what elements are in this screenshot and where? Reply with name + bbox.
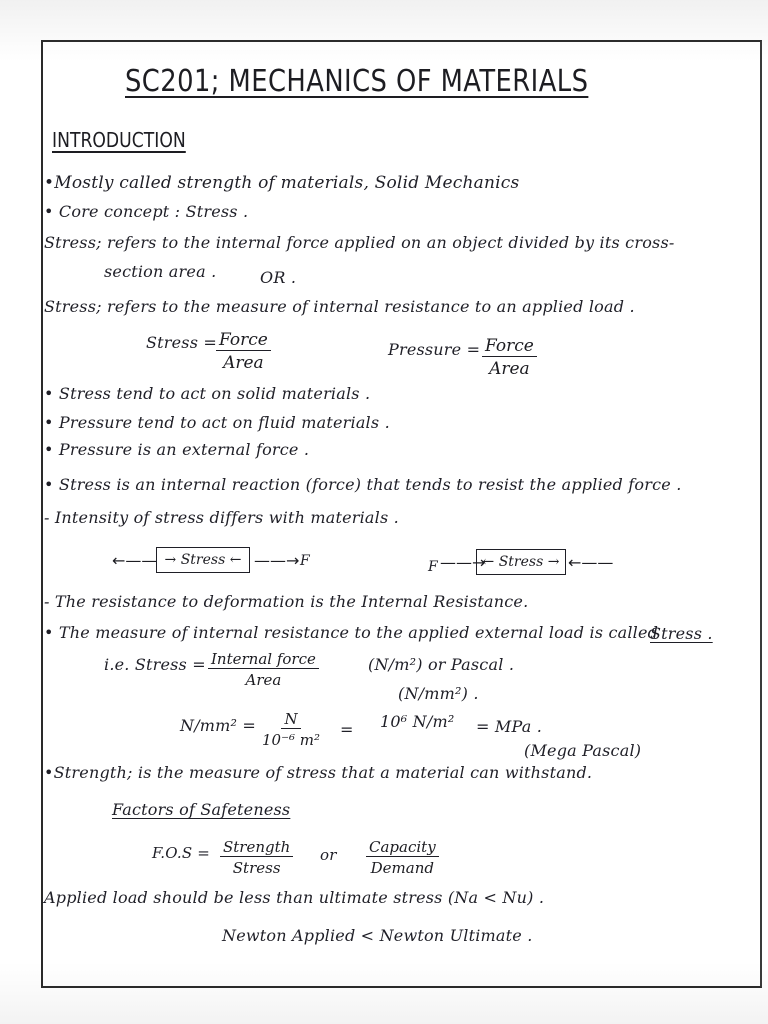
- units-line: (N/mm²) .: [398, 684, 479, 703]
- pressure-formula-label: Pressure =: [388, 340, 481, 359]
- mpa-label: = MPa .: [476, 717, 543, 736]
- note-line: •Mostly called strength of materials, Solid Mechanics: [44, 173, 520, 193]
- stress-definition-label: i.e. Stress =: [104, 655, 206, 674]
- fraction-numerator: Strength: [220, 838, 293, 857]
- internal-force-fraction: [208, 650, 319, 689]
- stress-fraction: [216, 330, 271, 373]
- stress-box-compression: → Stress ←: [156, 547, 250, 573]
- force-label: F: [428, 559, 438, 575]
- note-line: Stress; refers to the internal force applied on an object divided by its cross-: [44, 233, 675, 252]
- force-label: F: [300, 553, 310, 569]
- stress-formula-label: Stress =: [146, 333, 218, 352]
- fos-heading: Factors of Safeteness: [112, 800, 291, 819]
- note-line: OR .: [260, 268, 297, 287]
- fraction-denominator: Area: [489, 359, 530, 379]
- fraction-denominator: Demand: [370, 859, 434, 877]
- fraction-denominator: Area: [245, 671, 282, 689]
- fraction-numerator: Force: [216, 330, 271, 351]
- fraction-denominator: Stress: [232, 859, 281, 877]
- note-line: Stress; refers to the measure of internal resistance to an applied load .: [44, 297, 635, 316]
- fraction-numerator: Capacity: [366, 838, 439, 857]
- pressure-fraction: [482, 336, 537, 379]
- right-arrow: ——→: [440, 553, 486, 572]
- note-line: •Strength; is the measure of stress that a material can withstand.: [44, 763, 593, 782]
- left-arrow: ←——: [568, 553, 614, 572]
- page-title: SC201; MECHANICS OF MATERIALS: [125, 64, 589, 99]
- note-line: - The resistance to deformation is the Internal Resistance.: [44, 592, 529, 611]
- fraction-numerator: Internal force: [208, 650, 319, 669]
- fraction-numerator: N: [281, 710, 300, 729]
- capacity-fraction: [366, 838, 439, 877]
- bullet-item: • Stress is an internal reaction (force) that tends to resist the applied force .: [44, 475, 682, 494]
- fos-or: or: [320, 846, 337, 864]
- bullet-item: - Intensity of stress differs with materials .: [44, 508, 399, 527]
- note-line: section area .: [104, 262, 217, 281]
- note-line: Applied load should be less than ultimate stress (Na < Nu) .: [44, 888, 545, 907]
- conversion-right: 10⁶ N/m²: [380, 712, 455, 731]
- mega-pascal-note: (Mega Pascal): [524, 741, 642, 760]
- fraction-numerator: Force: [482, 336, 537, 357]
- fos-label: F.O.S =: [152, 844, 211, 862]
- bullet-item: • Pressure tend to act on fluid materials .: [44, 413, 390, 432]
- units-line: (N/m²) or Pascal .: [368, 655, 515, 674]
- note-line: Stress .: [650, 624, 713, 643]
- section-heading: INTRODUCTION: [52, 128, 186, 152]
- conversion-fraction: [262, 710, 320, 749]
- conversion-left: N/mm² =: [180, 716, 257, 735]
- bullet-item: • Pressure is an external force .: [44, 440, 310, 459]
- right-arrow: ——→: [254, 551, 300, 570]
- note-line: • Core concept : Stress .: [44, 202, 249, 221]
- note-line: Newton Applied < Newton Ultimate .: [222, 926, 533, 945]
- left-arrow: ←——: [112, 551, 158, 570]
- fraction-denominator: 10⁻⁶ m²: [262, 731, 321, 749]
- conversion-equals: =: [340, 720, 354, 739]
- note-line: • The measure of internal resistance to the applied external load is called: [44, 623, 659, 642]
- fraction-denominator: Area: [223, 353, 264, 373]
- stress-box-tension: ← Stress →: [476, 549, 566, 575]
- fos-fraction: [220, 838, 293, 877]
- bullet-item: • Stress tend to act on solid materials .: [44, 384, 371, 403]
